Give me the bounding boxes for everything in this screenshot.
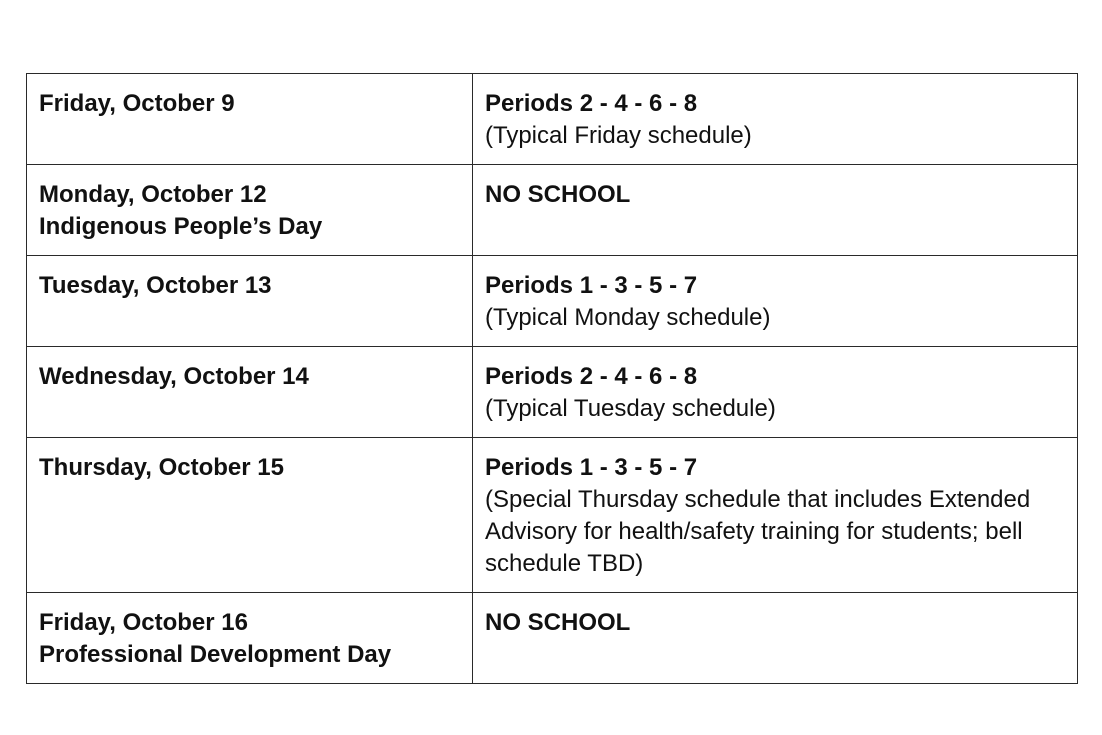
date-cell bbox=[27, 165, 473, 256]
date-cell bbox=[27, 347, 473, 438]
periods-label: NO SCHOOL bbox=[485, 181, 631, 208]
periods-label: NO SCHOOL bbox=[485, 609, 631, 636]
date-cell bbox=[27, 593, 473, 684]
table-row bbox=[27, 74, 1078, 165]
schedule-detail: (Typical Tuesday schedule) bbox=[485, 395, 776, 422]
date-cell bbox=[27, 74, 473, 165]
schedule-detail: (Typical Monday schedule) bbox=[485, 304, 771, 331]
schedule-cell bbox=[473, 256, 1078, 347]
schedule-cell bbox=[473, 74, 1078, 165]
periods-label: Periods 1 - 3 - 5 - 7 bbox=[485, 272, 698, 299]
periods-label: Periods 1 - 3 - 5 - 7 bbox=[485, 454, 698, 481]
date-cell bbox=[27, 438, 473, 593]
schedule-cell bbox=[473, 438, 1078, 593]
schedule-detail: (Typical Friday schedule) bbox=[485, 122, 752, 149]
periods-label: Periods 2 - 4 - 6 - 8 bbox=[485, 90, 698, 117]
table-row bbox=[27, 438, 1078, 593]
schedule-cell bbox=[473, 347, 1078, 438]
date-label: Wednesday, October 14 bbox=[39, 363, 309, 390]
date-label: Friday, October 9 bbox=[39, 90, 235, 117]
schedule-cell bbox=[473, 593, 1078, 684]
table-row bbox=[27, 347, 1078, 438]
date-label: Tuesday, October 13 bbox=[39, 272, 272, 299]
table-row bbox=[27, 256, 1078, 347]
date-label: Friday, October 16 bbox=[39, 609, 248, 636]
holiday-note: Professional Development Day bbox=[39, 641, 392, 668]
table-row bbox=[27, 165, 1078, 256]
date-label: Monday, October 12 bbox=[39, 181, 267, 208]
date-label: Thursday, October 15 bbox=[39, 454, 284, 481]
holiday-note: Indigenous People’s Day bbox=[39, 213, 323, 240]
date-cell bbox=[27, 256, 473, 347]
periods-label: Periods 2 - 4 - 6 - 8 bbox=[485, 363, 698, 390]
schedule-cell bbox=[473, 165, 1078, 256]
schedule-detail: (Special Thursday schedule that includes Extended Advisory for health/safety training for students; bell schedule TBD) bbox=[485, 486, 1031, 577]
schedule-table bbox=[26, 73, 1078, 684]
table-row bbox=[27, 593, 1078, 684]
